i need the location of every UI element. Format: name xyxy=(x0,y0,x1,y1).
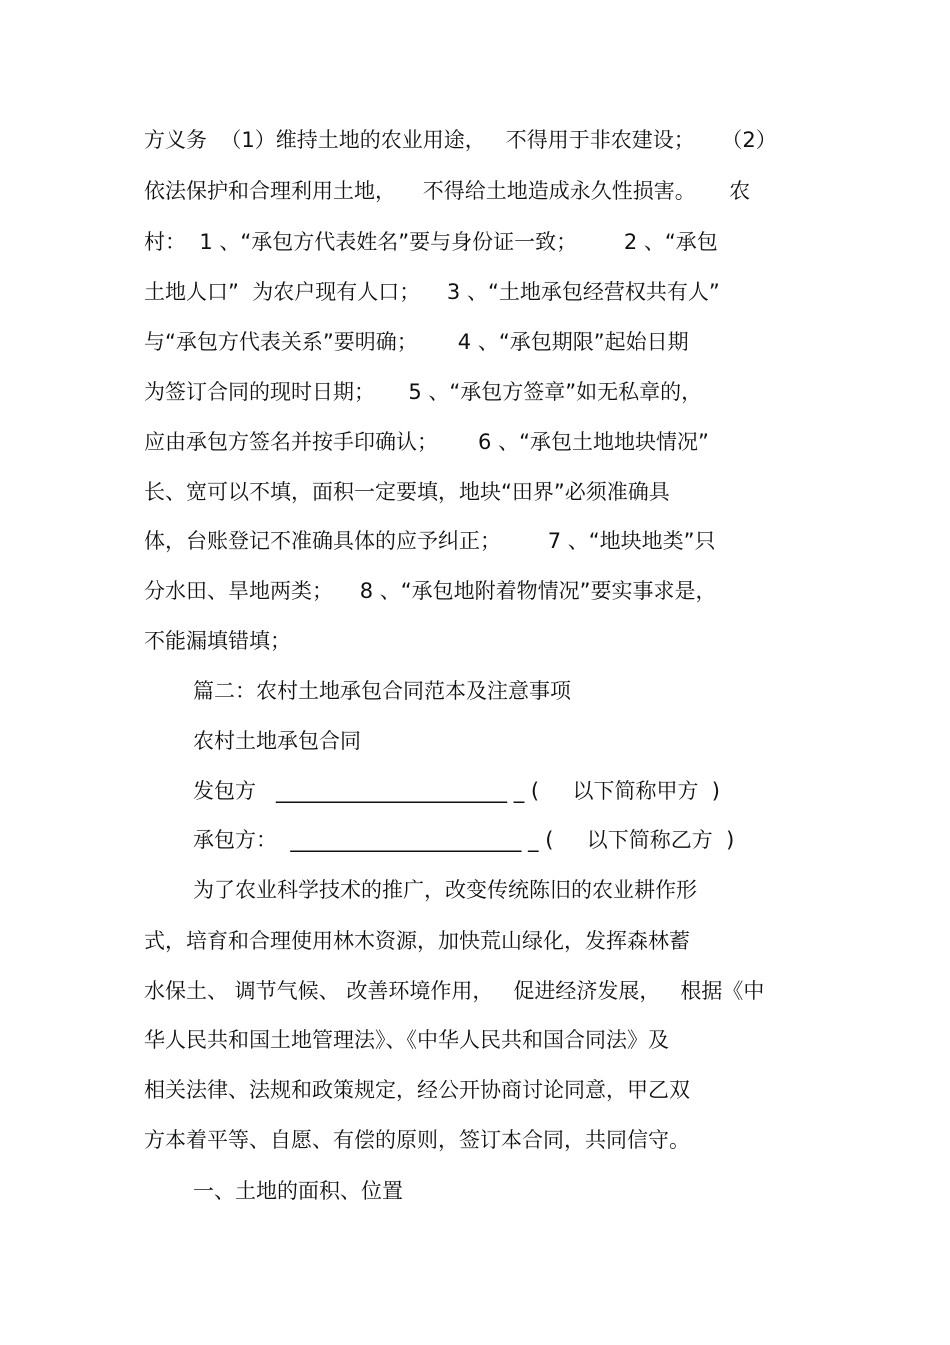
text-line-9: 体，台账登记不准确具体的应予纠正； 7 、“地块地类”只 xyxy=(144,529,716,553)
text-line-4: 土地人口” 为农户现有人口； 3 、“土地承包经营权共有人” xyxy=(144,280,720,304)
text-line-2: 依法保护和合理利用土地， 不得给土地造成永久性损害。 农 xyxy=(144,179,751,203)
article-one-heading: 一、土地的面积、位置 xyxy=(193,1179,403,1203)
preamble-line-2: 式，培育和合理使用林木资源，加快荒山绿化，发挥森林蓄 xyxy=(144,929,690,953)
text-line-8: 长、宽可以不填，面积一定要填，地块“田界”必须准确具 xyxy=(144,480,670,504)
contract-title: 农村土地承包合同 xyxy=(193,729,361,753)
text-line-5: 与“承包方代表关系”要明确； 4 、“承包期限”起始日期 xyxy=(144,330,689,354)
preamble-line-5: 相关法律、法规和政策规定，经公开协商讨论同意，甲乙双 xyxy=(144,1078,690,1102)
party-a-field: 发包方 ______________________ _ ( 以下简称甲方 ) xyxy=(193,779,720,803)
preamble-line-4: 华人民共和国土地管理法》、《中华人民共和国合同法》及 xyxy=(144,1028,669,1052)
text-line-7: 应由承包方签名并按手印确认； 6 、“承包土地地块情况” xyxy=(144,430,709,454)
text-line-1: 方义务 （1）维持土地的农业用途， 不得用于非农建设； （2） xyxy=(144,128,777,152)
text-line-11: 不能漏填错填； xyxy=(144,629,291,653)
text-line-6: 为签订合同的现时日期； 5 、“承包方签章”如无私章的， xyxy=(144,380,703,404)
text-line-10: 分水田、旱地两类； 8 、“承包地附着物情况”要实事求是， xyxy=(144,579,717,603)
section-heading: 篇二：农村土地承包合同范本及注意事项 xyxy=(193,679,571,703)
text-line-3: 村： 1 、“承包方代表姓名”要与身份证一致； 2 、“承包 xyxy=(144,230,718,254)
party-b-field: 承包方： ______________________ _ ( 以下简称乙方 ) xyxy=(193,828,735,852)
preamble-line-1: 为了农业科学技术的推广，改变传统陈旧的农业耕作形 xyxy=(193,878,697,902)
preamble-line-6: 方本着平等、自愿、有偿的原则，签订本合同，共同信守。 xyxy=(144,1128,690,1152)
preamble-line-3: 水保土、 调节气候、 改善环境作用， 促进经济发展， 根据《中 xyxy=(144,979,765,1003)
